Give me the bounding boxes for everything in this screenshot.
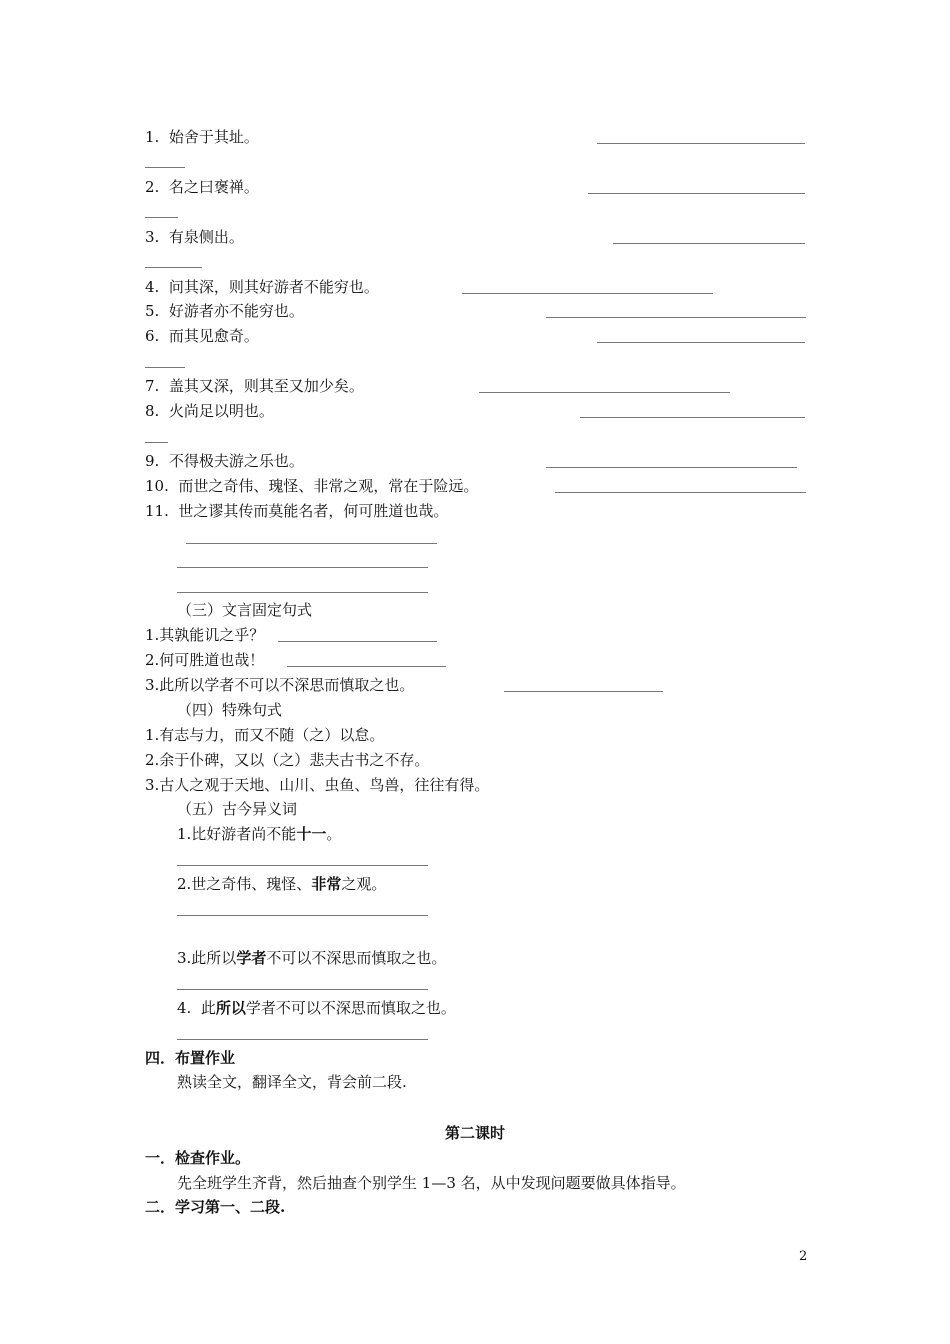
keyword: 十一 [296,825,327,843]
item-number: 10. [145,477,169,495]
answer-blank[interactable] [479,392,730,393]
answer-blank[interactable] [177,592,428,593]
item-text: 。 [326,825,342,843]
item-number: 11. [145,502,169,520]
answer-blank[interactable] [145,367,185,368]
answer-blank[interactable] [580,417,805,418]
answer-blank[interactable] [546,317,806,318]
item-text: 不得极夫游之乐也。 [168,452,304,470]
list-item [145,327,259,345]
answer-blank[interactable] [177,865,428,866]
list-item: 3.此所以学者不可以不深思而慎取之也。 [145,676,415,694]
answer-blank[interactable] [145,167,185,168]
item-number: 2. [145,178,160,196]
answer-blank[interactable] [145,217,178,218]
list-item: 1.有志与力，而又不随（之）以怠。 [145,726,385,744]
answer-blank[interactable] [597,143,805,144]
item-number: 8. [145,402,160,420]
item-text: 始舍于其址。 [168,128,259,146]
item-text: 4. 此 [177,999,216,1017]
list-item [177,875,386,893]
item-number: 5. [145,302,160,320]
list-item [177,949,446,967]
answer-blank[interactable] [177,989,428,990]
item-number: 9. [145,452,160,470]
list-item [177,999,456,1017]
list-item [145,178,259,196]
item-text: 有泉侧出。 [168,228,244,246]
list-item [145,302,304,320]
answer-blank[interactable] [555,492,806,493]
list-item: 1.其孰能讥之乎？ [145,626,265,644]
answer-blank[interactable] [287,666,446,667]
item-text: 不可以不深思而慎取之也。 [266,949,447,967]
answer-blank[interactable] [588,193,805,194]
answer-blank[interactable] [462,293,713,294]
section-heading: 二．学习第一、二段. [145,1198,286,1216]
answer-blank[interactable] [145,267,202,268]
answer-blank[interactable] [145,442,168,443]
keyword: 所以 [215,999,246,1017]
lesson-title: 第二课时 [444,1124,505,1142]
list-item [177,825,341,843]
list-item [145,402,274,420]
page-number: 2 [799,1249,808,1264]
list-item [145,377,364,395]
item-text: 名之曰褒禅。 [168,178,259,196]
item-text: 盖其又深，则其至又加少矣。 [168,377,364,395]
list-item [145,477,478,495]
homework-text: 熟读全文，翻译全文，背会前二段. [177,1073,407,1091]
answer-blank[interactable] [278,641,437,642]
answer-blank[interactable] [177,915,428,916]
list-item: 2.何可胜道也哉！ [145,651,265,669]
keyword: 学者 [236,949,267,967]
item-text: 世之谬其传而莫能名者，何可胜道也哉。 [178,502,449,520]
answer-blank[interactable] [613,243,805,244]
item-text: 学者不可以不深思而慎取之也。 [245,999,456,1017]
item-text: 而其见愈奇。 [168,327,259,345]
item-number: 3. [145,228,160,246]
list-item: 3.古人之观于天地、山川、虫鱼、鸟兽，往往有得。 [145,776,490,794]
homework-heading: 四．布置作业 [145,1049,236,1067]
item-text: 之观。 [341,875,387,893]
section-heading: （五）古今异义词 [177,800,298,818]
list-item [145,452,304,470]
list-item [145,128,259,146]
answer-blank[interactable] [177,567,428,568]
item-number: 7. [145,377,160,395]
item-number: 1. [145,128,160,146]
keyword: 非常 [311,875,342,893]
answer-blank[interactable] [186,543,437,544]
section-heading: （三）文言固定句式 [177,601,313,619]
answer-blank[interactable] [597,342,805,343]
item-text: 好游者亦不能穷也。 [168,302,304,320]
item-text: 问其深，则其好游者不能穷也。 [168,278,379,296]
item-text: 2.世之奇伟、瑰怪、 [177,875,312,893]
list-item: 2.余于仆碑，又以（之）悲夫古书之不存。 [145,751,430,769]
answer-blank[interactable] [177,1039,428,1040]
answer-blank[interactable] [546,467,797,468]
item-text: 3.此所以 [177,949,237,967]
item-number: 6. [145,327,160,345]
section-heading: （四）特殊句式 [177,701,283,719]
list-item [145,278,379,296]
list-item [145,228,244,246]
paragraph: 先全班学生齐背，然后抽查个别学生 1—3 名，从中发现问题要做具体指导。 [177,1174,686,1192]
item-text: 火尚足以明也。 [168,402,274,420]
item-text: 而世之奇伟、瑰怪、非常之观，常在于险远。 [178,477,479,495]
answer-blank[interactable] [504,691,663,692]
section-heading: 一．检查作业。 [145,1149,251,1167]
item-number: 4. [145,278,160,296]
item-text: 1.比好游者尚不能 [177,825,297,843]
list-item [145,502,448,520]
